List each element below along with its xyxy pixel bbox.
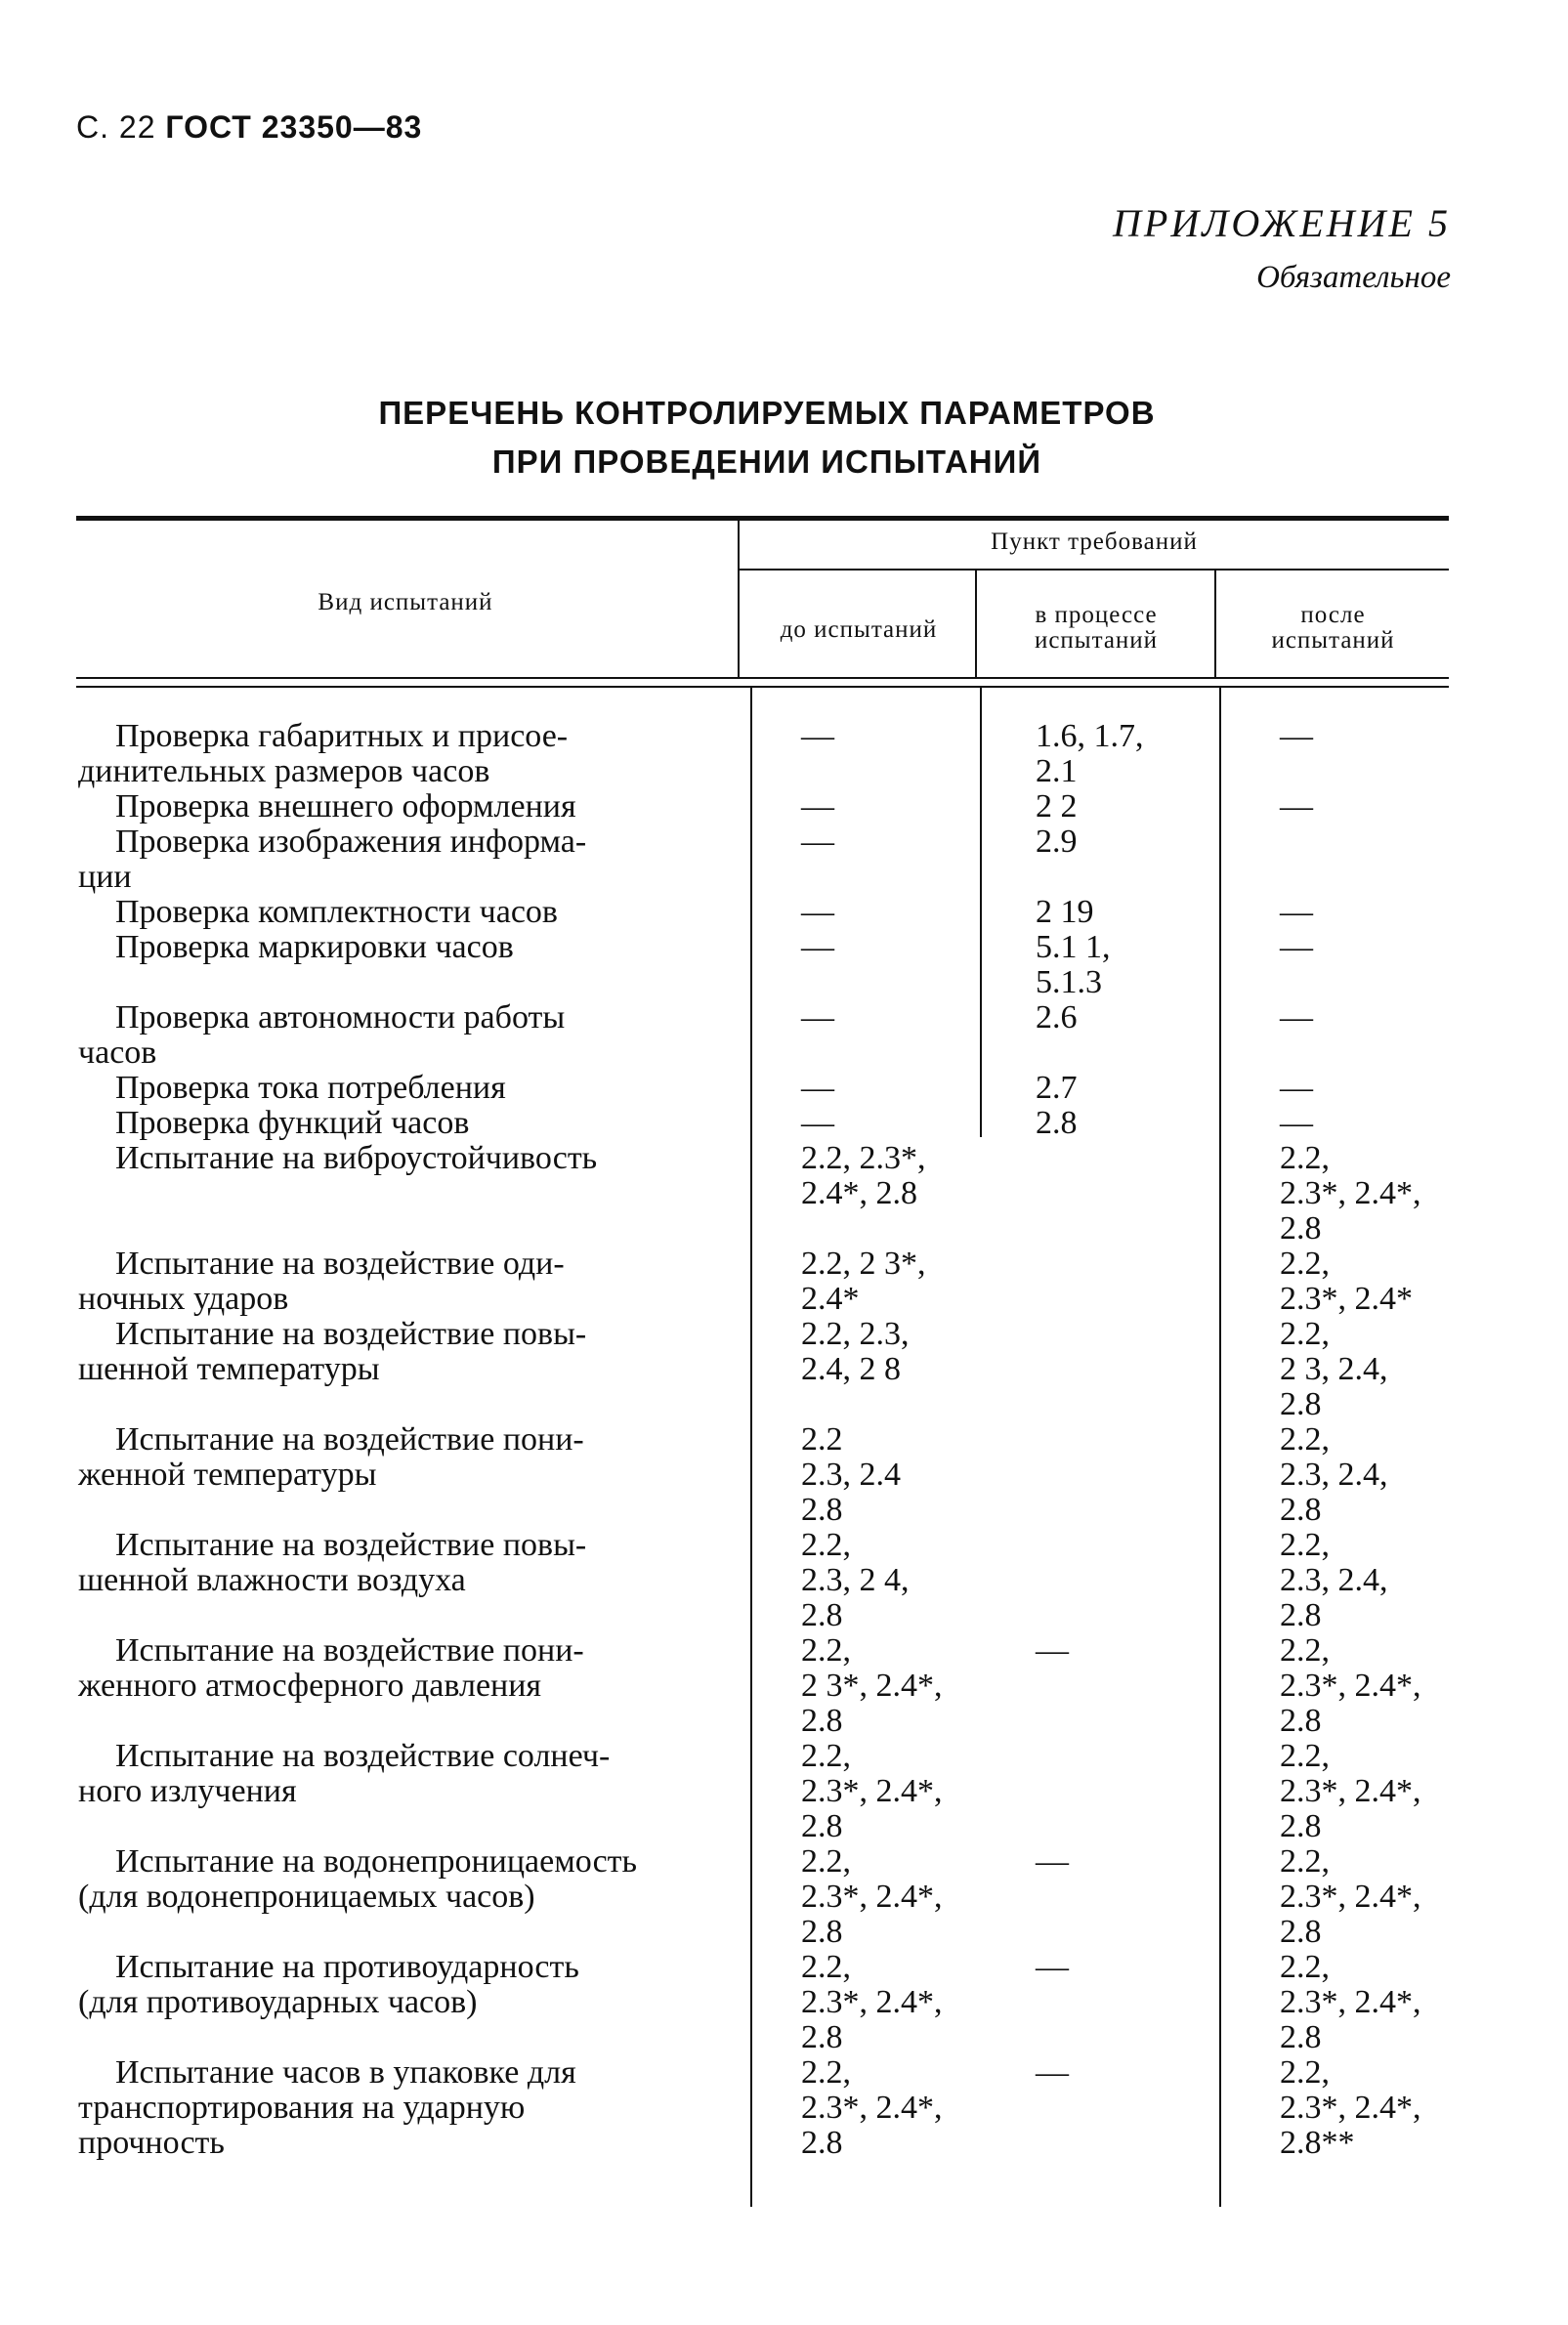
test-name-line: (для противоударных часов) (78, 1984, 478, 2020)
test-name-cell (78, 1844, 713, 1915)
test-name-cell (78, 1247, 713, 1317)
test-name-cell (78, 1317, 713, 1387)
requirement-value: 2.3*, 2.4*, (801, 2090, 943, 2126)
requirement-value: 2 2 (1036, 788, 1078, 824)
before-cell (801, 1106, 996, 1141)
requirement-value: 2.8 (1280, 1210, 1322, 1247)
requirement-value: 2.3*, 2.4*, (1280, 2090, 1421, 2126)
before-cell (801, 1950, 996, 2055)
after-cell (1280, 1422, 1475, 1528)
requirement-value: 2.3, 2.4, (1280, 1457, 1388, 1493)
requirement-value: — (1280, 1105, 1313, 1141)
after-cell (1280, 895, 1475, 930)
table-row (0, 1141, 1568, 1247)
header-divider (738, 521, 740, 677)
table-row (0, 824, 1568, 895)
test-name-cell (78, 1950, 713, 2020)
requirement-value: 5.1.3 (1036, 964, 1102, 1000)
test-name-line: Проверка габаритных и присое- (115, 718, 569, 754)
table-row (0, 1844, 1568, 1950)
after-cell (1280, 1844, 1475, 1950)
after-cell (1280, 1739, 1475, 1844)
test-name-cell (78, 930, 713, 965)
test-name-line: Испытание на воздействие пони- (115, 1632, 584, 1669)
requirement-value: 2.1 (1036, 753, 1078, 789)
test-name-line: ночных ударов (78, 1281, 289, 1317)
requirement-value: 2.8 (801, 1808, 843, 1844)
test-name-cell (78, 789, 713, 824)
test-name-line: Проверка изображения информа- (115, 824, 587, 860)
before-cell (801, 930, 996, 965)
test-name-line: ного излучения (78, 1773, 297, 1809)
header-during: в процессе испытаний (1034, 602, 1159, 654)
test-name-line: Проверка автономности работы (115, 999, 566, 1036)
test-name-line: Проверка тока потребления (115, 1070, 506, 1106)
requirement-value: 2.2, (1280, 1421, 1330, 1458)
requirement-value: — (801, 1070, 834, 1106)
requirement-value: 2.9 (1036, 824, 1078, 860)
table-row (0, 895, 1568, 930)
table-row (0, 1739, 1568, 1844)
standard-number: ГОСТ 23350—83 (165, 109, 423, 145)
requirement-value: — (801, 718, 834, 754)
requirement-value: — (1280, 1070, 1313, 1106)
test-name-line: женной температуры (78, 1457, 377, 1493)
requirement-value: 5.1 1, (1036, 929, 1111, 965)
requirement-value: — (1280, 929, 1313, 965)
requirement-value: 2.2, (1280, 1843, 1330, 1880)
during-cell (1036, 789, 1231, 824)
test-name-line: часов (78, 1035, 157, 1071)
requirement-value: 2 3*, 2.4*, (801, 1668, 943, 1704)
requirement-value: 2.2, (801, 1632, 851, 1669)
requirement-value: 2.7 (1036, 1070, 1078, 1106)
requirement-value: 2.6 (1036, 999, 1078, 1036)
requirement-value: — (801, 788, 834, 824)
test-name-line: Испытание часов в упаковке для (115, 2054, 576, 2091)
requirement-value: 2.3*, 2.4* (1280, 1281, 1413, 1317)
requirement-value: — (1036, 1843, 1069, 1880)
test-name-line: Проверка маркировки часов (115, 929, 514, 965)
requirement-value: 2.2, (1280, 2054, 1330, 2091)
requirement-value: — (1280, 999, 1313, 1036)
requirement-value: 2.2, 2.3, (801, 1316, 910, 1352)
test-name-cell (78, 2055, 713, 2161)
after-cell (1280, 1528, 1475, 1633)
after-cell (1280, 1106, 1475, 1141)
table-subheader-rule (740, 569, 1449, 571)
header-test-type: Вид испытаний (318, 589, 493, 615)
requirement-value: 2.8 (801, 1597, 843, 1633)
requirement-value: 2.3*, 2.4*, (801, 1773, 943, 1809)
requirement-value: 2.8 (1036, 1105, 1078, 1141)
before-cell (801, 1317, 996, 1387)
requirement-value: 2.3*, 2.4*, (1280, 1879, 1421, 1915)
requirement-value: — (1280, 718, 1313, 754)
requirement-value: 2.3*, 2.4*, (1280, 1773, 1421, 1809)
requirement-value: 2 3, 2.4, (1280, 1351, 1388, 1387)
requirement-value: 2.8 (1280, 1808, 1322, 1844)
after-cell (1280, 1950, 1475, 2055)
requirement-value: 2.8 (801, 2125, 843, 2161)
requirement-value: 2.2, (801, 1843, 851, 1880)
test-name-cell (78, 895, 713, 930)
test-name-line: динительных размеров часов (78, 753, 490, 789)
page-number: С. 22 (76, 109, 156, 145)
during-cell (1036, 895, 1231, 930)
requirement-value: 2.3*, 2.4*, (801, 1984, 943, 2020)
title-line-2: ПРИ ПРОВЕДЕНИИ ИСПЫТАНИЙ (491, 444, 1042, 480)
before-cell (801, 1844, 996, 1950)
table-row (0, 1633, 1568, 1739)
test-name-line: Испытание на виброустойчивость (115, 1140, 598, 1176)
test-name-line: Испытание на воздействие солнеч- (115, 1738, 611, 1774)
requirement-value: 2.2, (1280, 1632, 1330, 1669)
requirement-value: 2.4* (801, 1281, 860, 1317)
requirement-value: 2.2, (801, 1949, 851, 1985)
before-cell (801, 719, 996, 754)
before-cell (801, 1422, 996, 1528)
table-row (0, 1950, 1568, 2055)
test-name-cell (78, 1141, 713, 1176)
requirement-value: 2.2, 2.3*, (801, 1140, 926, 1176)
requirement-value: 2.3, 2 4, (801, 1562, 910, 1598)
table-row (0, 930, 1568, 1000)
requirement-value: — (801, 999, 834, 1036)
test-name-line: Испытание на противоударность (115, 1949, 579, 1985)
requirement-value: 2.3*, 2.4*, (1280, 1175, 1421, 1211)
requirement-value: — (801, 1105, 834, 1141)
requirement-value: 2.3*, 2.4*, (1280, 1668, 1421, 1704)
test-name-cell (78, 1000, 713, 1071)
requirement-value: 2.8 (1280, 1597, 1322, 1633)
requirement-value: — (1036, 1949, 1069, 1985)
requirement-value: — (801, 929, 834, 965)
requirement-value: 2.8 (801, 1914, 843, 1950)
test-name-line: Проверка комплектности часов (115, 894, 558, 930)
test-name-line: Испытание на воздействие оди- (115, 1246, 565, 1282)
requirement-value: 2.2, (1280, 1949, 1330, 1985)
requirement-value: 2.3, 2.4 (801, 1457, 901, 1493)
requirement-value: 2.8 (801, 2019, 843, 2055)
before-cell (801, 1633, 996, 1739)
appendix-status: Обязательное (1256, 260, 1451, 295)
table-header-rule-double (76, 686, 1449, 688)
test-name-line: Испытание на воздействие повы- (115, 1316, 587, 1352)
appendix-title: ПРИЛОЖЕНИЕ 5 (1113, 201, 1451, 245)
during-cell (1036, 1000, 1231, 1036)
during-cell (1036, 2055, 1231, 2091)
test-name-cell (78, 1071, 713, 1106)
table-body (0, 719, 1568, 2161)
requirement-value: — (1280, 788, 1313, 824)
requirement-value: 2.2, (1280, 1140, 1330, 1176)
before-cell (801, 1528, 996, 1633)
requirement-value: 2.2, (801, 1738, 851, 1774)
header-requirements: Пункт требований (991, 528, 1198, 555)
during-cell (1036, 824, 1231, 860)
requirement-value: — (801, 894, 834, 930)
appendix-block (1113, 200, 1451, 296)
title-line-1: ПЕРЕЧЕНЬ КОНТРОЛИРУЕМЫХ ПАРАМЕТРОВ (378, 395, 1156, 431)
before-cell (801, 1739, 996, 1844)
requirement-value: 2.8 (1280, 1914, 1322, 1950)
after-cell (1280, 789, 1475, 824)
after-cell (1280, 1317, 1475, 1422)
during-cell (1036, 930, 1231, 1000)
after-cell (1280, 1141, 1475, 1247)
test-name-line: транспортирования на ударную (78, 2090, 526, 2126)
test-name-line: Проверка функций часов (115, 1105, 470, 1141)
during-cell (1036, 1633, 1231, 1669)
page-header (76, 109, 422, 146)
header-after: после испытаний (1271, 602, 1395, 654)
requirement-value: 2.2, (1280, 1738, 1330, 1774)
test-name-cell (78, 1528, 713, 1598)
requirement-value: — (1036, 1632, 1069, 1669)
test-name-line: (для водонепроницаемых часов) (78, 1879, 535, 1915)
table-row (0, 1422, 1568, 1528)
after-cell (1280, 2055, 1475, 2161)
test-name-line: прочность (78, 2125, 225, 2161)
test-name-cell (78, 1106, 713, 1141)
requirement-value: 2.2, (1280, 1246, 1330, 1282)
requirement-value: 2.8 (1280, 2019, 1322, 2055)
test-name-cell (78, 824, 713, 895)
header-before: до испытаний (780, 616, 938, 643)
test-name-line: ции (78, 859, 132, 895)
test-name-line: Испытание на воздействие повы- (115, 1527, 587, 1563)
table-row (0, 1071, 1568, 1106)
requirement-value: 1.6, 1.7, (1036, 718, 1144, 754)
test-name-cell (78, 1633, 713, 1704)
header-divider (1214, 571, 1216, 677)
after-cell (1280, 1000, 1475, 1036)
during-cell (1036, 1071, 1231, 1106)
table-top-rule (76, 516, 1449, 521)
requirement-value: — (1280, 894, 1313, 930)
after-cell (1280, 930, 1475, 965)
before-cell (801, 1000, 996, 1036)
test-name-line: Испытание на воздействие пони- (115, 1421, 584, 1458)
test-name-cell (78, 1739, 713, 1809)
requirement-value: 2.2, 2 3*, (801, 1246, 926, 1282)
before-cell (801, 1247, 996, 1317)
requirement-value: — (801, 824, 834, 860)
requirement-value: 2.8 (1280, 1386, 1322, 1422)
before-cell (801, 789, 996, 824)
requirement-value: 2.8 (1280, 1492, 1322, 1528)
requirement-value: 2.2, (1280, 1527, 1330, 1563)
requirement-value: 2.8 (801, 1703, 843, 1739)
after-cell (1280, 719, 1475, 754)
table-row (0, 789, 1568, 824)
requirement-value: — (1036, 2054, 1069, 2091)
during-cell (1036, 719, 1231, 789)
before-cell (801, 824, 996, 860)
table-row (0, 719, 1568, 789)
after-cell (1280, 1247, 1475, 1317)
during-cell (1036, 1106, 1231, 1141)
test-name-line: шенной температуры (78, 1351, 380, 1387)
header-divider (975, 571, 977, 677)
during-cell (1036, 1844, 1231, 1880)
table-header-rule (76, 677, 1449, 679)
requirement-value: 2.2, (801, 2054, 851, 2091)
requirement-value: 2.4, 2 8 (801, 1351, 901, 1387)
after-cell (1280, 1071, 1475, 1106)
test-name-line: Проверка внешнего оформления (115, 788, 576, 824)
table-row (0, 1000, 1568, 1071)
test-name-cell (78, 719, 713, 789)
requirement-value: 2.2, (801, 1527, 851, 1563)
table-row (0, 1317, 1568, 1422)
requirement-value: 2.3*, 2.4*, (801, 1879, 943, 1915)
document-title (0, 389, 1534, 486)
test-name-line: Испытание на водонепроницаемость (115, 1843, 638, 1880)
requirement-value: 2.8** (1280, 2125, 1355, 2161)
table-row (0, 1106, 1568, 1141)
before-cell (801, 895, 996, 930)
test-name-line: шенной влажности воздуха (78, 1562, 466, 1598)
requirement-value: 2.2, (1280, 1316, 1330, 1352)
test-name-line: женного атмосферного давления (78, 1668, 542, 1704)
requirement-value: 2.4*, 2.8 (801, 1175, 917, 1211)
table-row (0, 1528, 1568, 1633)
after-cell (1280, 1633, 1475, 1739)
requirement-value: 2.8 (801, 1492, 843, 1528)
table-row (0, 1247, 1568, 1317)
requirement-value: 2.2 (801, 1421, 843, 1458)
requirement-value: 2.3*, 2.4*, (1280, 1984, 1421, 2020)
requirement-value: 2.3, 2.4, (1280, 1562, 1388, 1598)
table-row (0, 2055, 1568, 2161)
before-cell (801, 1071, 996, 1106)
test-name-cell (78, 1422, 713, 1493)
requirement-value: 2.8 (1280, 1703, 1322, 1739)
during-cell (1036, 1950, 1231, 1985)
before-cell (801, 2055, 996, 2161)
before-cell (801, 1141, 996, 1211)
requirement-value: 2 19 (1036, 894, 1094, 930)
